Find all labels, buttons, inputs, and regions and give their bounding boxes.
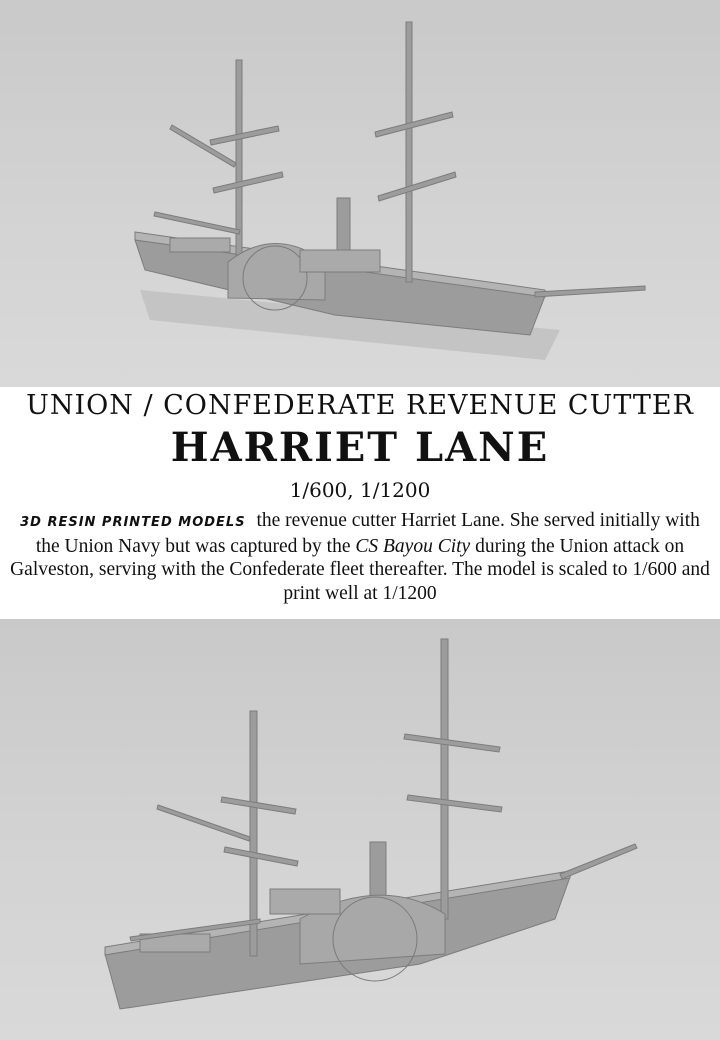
text-band (0, 387, 720, 619)
ship-name: CS Bayou City (355, 535, 471, 557)
subtitle: UNION / CONFEDERATE REVENUE CUTTER (26, 390, 694, 421)
page-title: HARRIET LANE (170, 424, 550, 471)
brand-label: 3D RESIN PRINTED MODELS (20, 515, 246, 530)
description (6, 509, 714, 605)
ship-model-side-view (0, 0, 720, 387)
model-render-bottom (0, 619, 720, 1040)
model-render-top (0, 0, 720, 387)
ship-model-angled-view (0, 619, 720, 1040)
scale-info: 1/600, 1/1200 (289, 478, 431, 502)
description-part2: during the Union attack on Galveston, serving with the Confederate fleet thereafter. The model is scaled to 1/600 and print well at 1/1200 (10, 535, 710, 604)
description-part1: the revenue cutter Harriet Lane. She served initially with the Union Navy but was captured by the (35, 510, 700, 557)
